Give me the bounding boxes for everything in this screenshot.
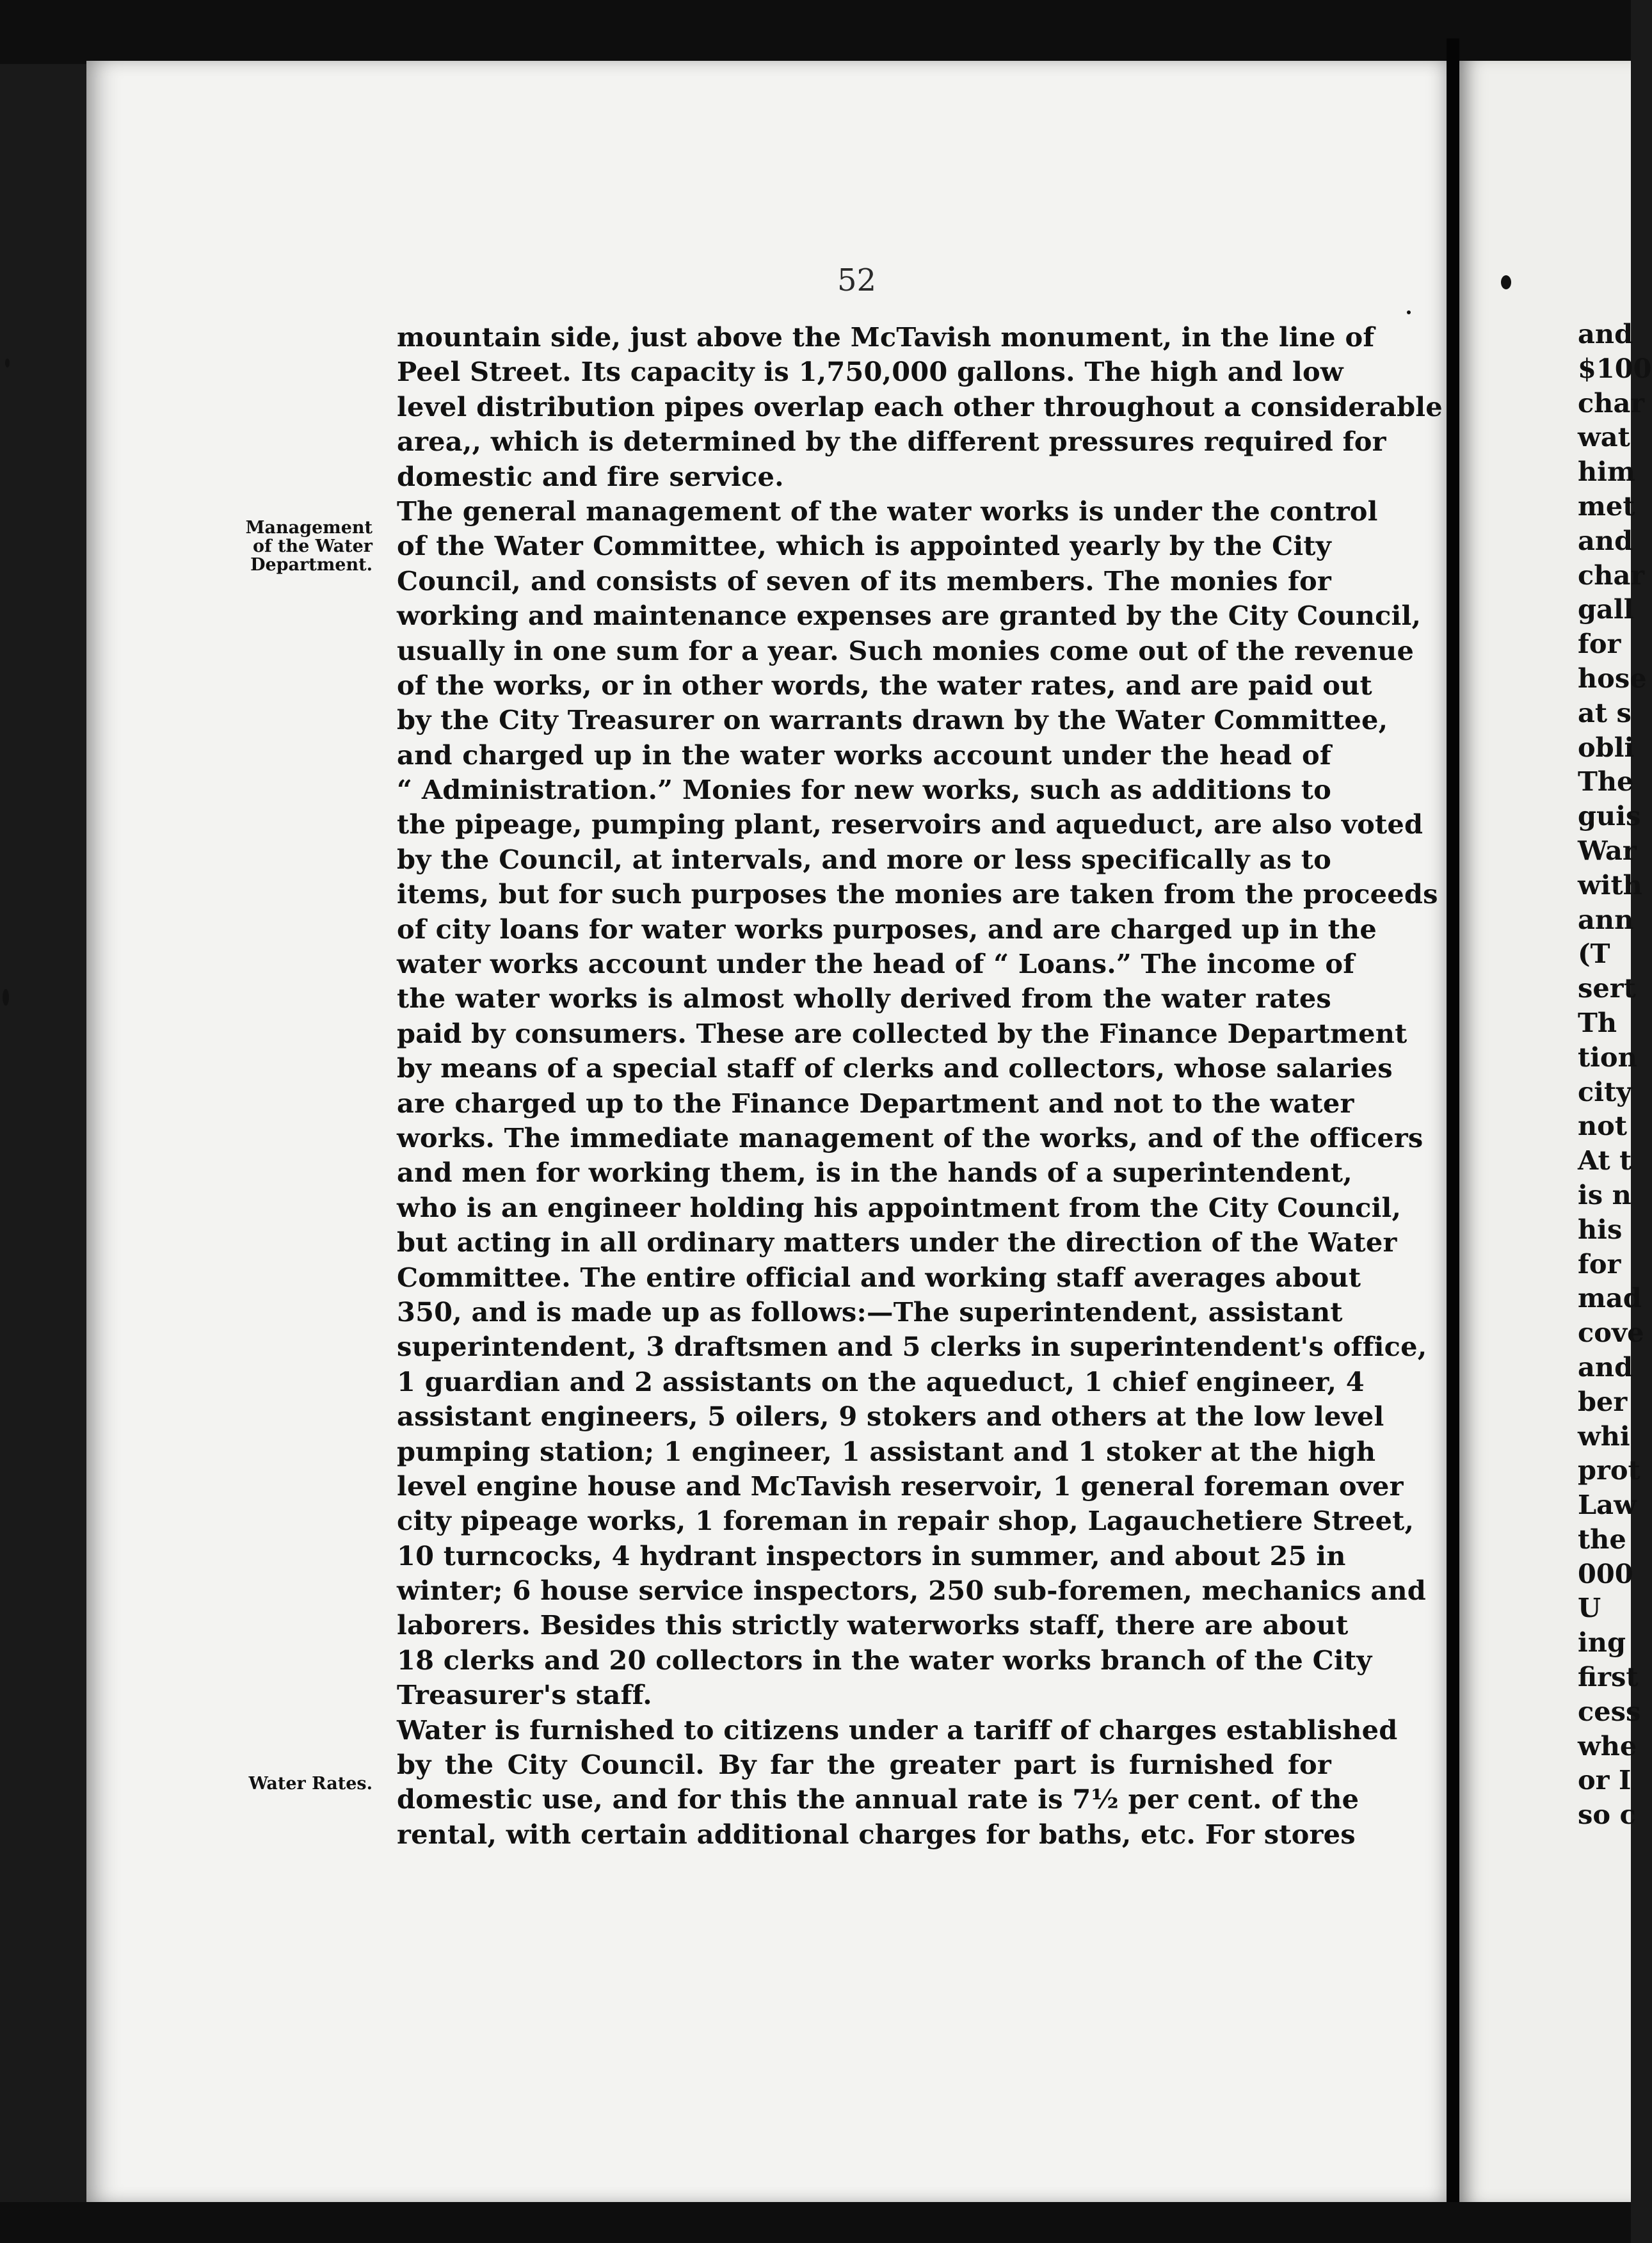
side-note-management (230, 519, 373, 574)
text-line: pumping station; 1 engineer, 1 assistant and 1 stoker at the high (397, 1435, 1376, 1467)
right-page-line: mad (1578, 1282, 1642, 1314)
text-line: domestic and fire service. (397, 460, 784, 492)
right-page-line: with (1578, 869, 1642, 901)
text-line: assistant engineers, 5 oilers, 9 stokers and others at the low level (397, 1401, 1384, 1433)
text-line: Peel Street. Its capacity is 1,750,000 gallons. The high and low (397, 356, 1343, 388)
text-line: the water works is almost wholly derived from the water rates (397, 983, 1331, 1015)
text-line: working and maintenance expenses are granted by the City Council, (397, 600, 1422, 632)
right-page-line: ber (1578, 1385, 1628, 1417)
scan-frame-top (0, 0, 1631, 64)
right-page-line: and (1578, 524, 1633, 556)
text-line: Water is furnished to citizens under a tariff of charges established (397, 1714, 1398, 1746)
text-line: 10 turncocks, 4 hydrant inspectors in summer, and about 25 in (397, 1540, 1346, 1572)
text-line: level distribution pipes overlap each other throughout a considerable (397, 390, 1443, 422)
text-line: paid by consumers. These are collected by the Finance Department (397, 1017, 1407, 1049)
right-page-line: or I (1578, 1764, 1632, 1796)
text-line: of the works, or in other words, the water rates, and are paid out (397, 669, 1372, 701)
text-line: domestic use, and for this the annual rate is 7½ per cent. of the (397, 1783, 1359, 1815)
right-page-line: $100 (1578, 352, 1652, 384)
right-page-line: cove (1578, 1317, 1644, 1349)
text-line: and charged up in the water works account under the head of (397, 739, 1331, 771)
right-page-line: ann (1578, 903, 1634, 935)
text-line: by the City Council. By far the greater part is furnished for (397, 1749, 1331, 1781)
right-page-line: hose (1578, 662, 1647, 694)
scan-speck (1407, 310, 1411, 314)
side-note-line: of the Water (252, 536, 373, 556)
right-page-line: is n (1578, 1178, 1632, 1210)
scan-speck (3, 989, 9, 1006)
book-gutter (1447, 38, 1459, 2208)
right-page-line: prot (1578, 1454, 1640, 1486)
text-line: mountain side, just above the McTavish monument, in the line of (397, 321, 1375, 353)
right-page-line: and (1578, 318, 1633, 350)
right-page-line: and (1578, 1351, 1633, 1383)
text-line: area,, which is determined by the different pressures required for (397, 426, 1386, 458)
text-line: superintendent, 3 draftsmen and 5 clerks in superintendent's office, (397, 1331, 1427, 1363)
right-page-line: for (1578, 1248, 1621, 1280)
text-line: level engine house and McTavish reservoir, 1 general foreman over (397, 1470, 1404, 1502)
text-line: Council, and consists of seven of its members. The monies for (397, 565, 1331, 597)
text-line: 350, and is made up as follows:—The superintendent, assistant (397, 1296, 1343, 1328)
right-page-line: cess (1578, 1695, 1641, 1727)
text-line: items, but for such purposes the monies are taken from the proceeds (397, 878, 1438, 910)
text-line: 1 guardian and 2 assistants on the aqueduct, 1 chief engineer, 4 (397, 1365, 1365, 1397)
right-page-line: ing (1578, 1627, 1626, 1659)
right-page-line: first (1578, 1661, 1639, 1693)
text-line: and men for working them, is in the hands of a superintendent, (397, 1157, 1352, 1189)
text-line: usually in one sum for a year. Such monies come out of the revenue (397, 634, 1415, 666)
text-line: are charged up to the Finance Department and not to the water (397, 1087, 1354, 1119)
right-page-line: U (1578, 1592, 1601, 1624)
text-line: laborers. Besides this strictly waterworks staff, there are about (397, 1609, 1349, 1641)
text-line: works. The immediate management of the works, and of the officers (397, 1122, 1423, 1154)
side-note-line: Department. (250, 555, 373, 575)
right-page-line: for (1578, 628, 1621, 660)
side-note-line: Water Rates. (248, 1774, 373, 1794)
right-page-line: (T (1578, 938, 1610, 970)
right-page-line: 000 (1578, 1557, 1633, 1589)
right-page-line: the (1578, 1523, 1626, 1555)
body-text (397, 320, 1443, 1852)
right-page-line: whe (1578, 1730, 1637, 1762)
text-line: by the Council, at intervals, and more or less specifically as to (397, 843, 1331, 875)
text-line: rental, with certain additional charges for baths, etc. For stores (397, 1818, 1356, 1850)
right-page-line: his (1578, 1213, 1623, 1245)
right-page-line: At t (1578, 1145, 1632, 1177)
scan-speck (1501, 275, 1511, 289)
text-line: 18 clerks and 20 collectors in the water works branch of the City (397, 1644, 1372, 1676)
right-page-line: char (1578, 387, 1645, 419)
right-page-line: whi (1578, 1420, 1630, 1452)
right-page-line: city (1578, 1075, 1632, 1107)
right-page-line: sert (1578, 972, 1636, 1004)
right-page-line: Th (1578, 1006, 1617, 1038)
text-line: winter; 6 house service inspectors, 250 sub-foremen, mechanics and (397, 1575, 1427, 1607)
text-line: the pipeage, pumping plant, reservoirs and aqueduct, are also voted (397, 808, 1423, 840)
right-page-line: met (1578, 490, 1635, 522)
right-page-line: him (1578, 456, 1635, 488)
text-line: Committee. The entire official and working staff averages about (397, 1261, 1361, 1293)
page-number: 52 (837, 262, 877, 298)
scan-frame-bottom (0, 2202, 1631, 2243)
side-note-water-rates (230, 1774, 373, 1793)
right-page-line: tion (1578, 1041, 1637, 1073)
right-page-line: War (1578, 834, 1637, 866)
right-page-text (1578, 317, 1652, 1832)
right-page-line: wat (1578, 421, 1630, 453)
right-page-line: at s (1578, 696, 1632, 728)
right-page-line: so c (1578, 1799, 1636, 1831)
right-page-line: char (1578, 559, 1645, 591)
right-page-line: Law (1578, 1489, 1637, 1521)
text-line: city pipeage works, 1 foreman in repair shop, Lagauchetiere Street, (397, 1505, 1415, 1537)
side-note-line: Management (245, 518, 373, 538)
text-line: who is an engineer holding his appointment from the City Council, (397, 1191, 1402, 1223)
text-line: The general management of the water works is under the control (397, 495, 1378, 527)
scan-speck (5, 358, 10, 367)
right-page-line: obli (1578, 731, 1635, 763)
text-line: but acting in all ordinary matters under the direction of the Water (397, 1226, 1397, 1258)
right-page-line: guis (1578, 800, 1641, 832)
text-line: Treasurer's staff. (397, 1679, 652, 1711)
text-line: of the Water Committee, which is appointed yearly by the City (397, 530, 1331, 562)
text-line: “ Administration.” Monies for new works, such as additions to (397, 774, 1331, 806)
text-line: by means of a special staff of clerks and collectors, whose salaries (397, 1052, 1393, 1084)
text-line: by the City Treasurer on warrants drawn by the Water Committee, (397, 704, 1388, 736)
right-page-line: not (1578, 1110, 1628, 1142)
text-line: water works account under the head of “ Loans.” The income of (397, 948, 1355, 980)
text-line: of city loans for water works purposes, and are charged up in the (397, 913, 1377, 945)
right-page-line: The (1578, 766, 1634, 798)
right-page-line: gall (1578, 593, 1634, 625)
